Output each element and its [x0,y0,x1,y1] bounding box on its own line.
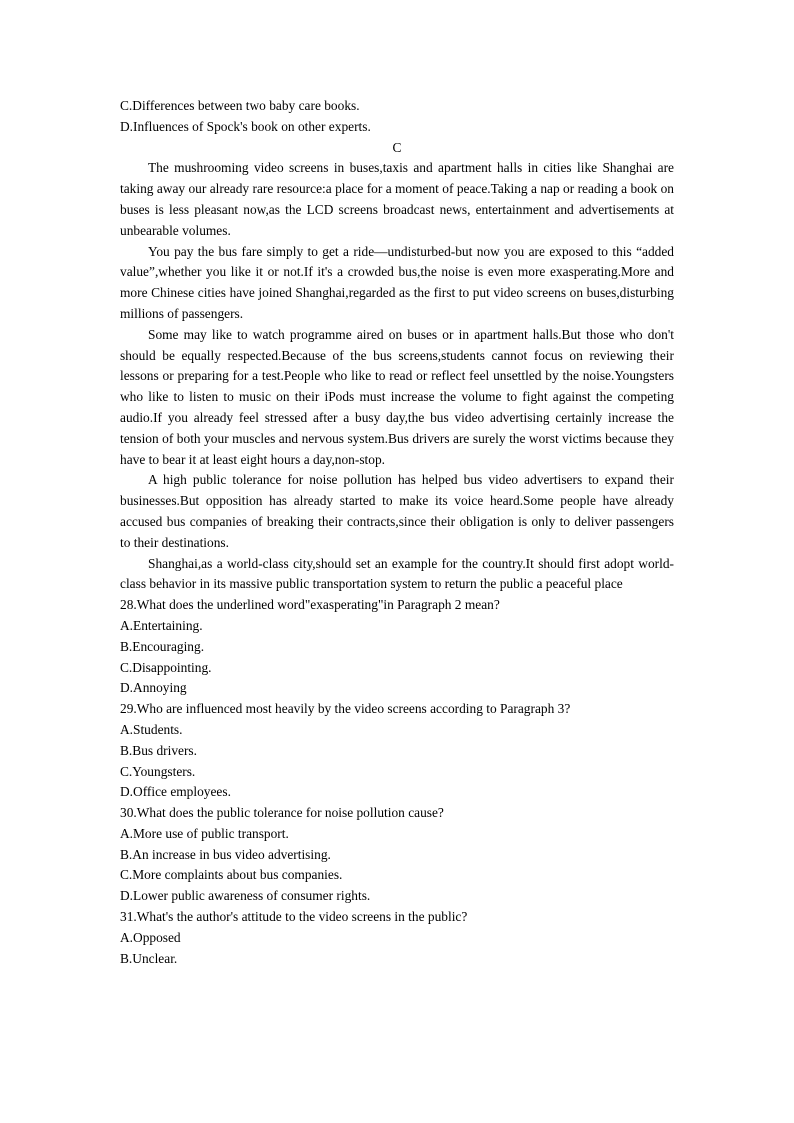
question-31 [120,907,674,969]
question-stem: 29.Who are influenced most heavily by the video screens according to Paragraph 3? [120,701,571,717]
option-a: A.Students. [120,721,183,737]
option-c: C.More complaints about bus companies. [120,867,343,883]
option-a: A.Opposed [120,929,181,945]
option-b: B.Encouraging. [120,638,205,654]
question-28 [120,595,674,699]
option-b: B.An increase in bus video advertising. [120,846,331,862]
question-30 [120,803,674,907]
option-d: D.Lower public awareness of consumer rights. [120,888,371,904]
question-stem: 28.What does the underlined word"exasperating"in Paragraph 2 mean? [120,597,500,613]
passage-paragraph-5: Shanghai,as a world-class city,should set an example for the country.It should first adopt world-class behavior in its massive public transportation system to return the public a peaceful place [120,555,674,592]
option-b: B.Bus drivers. [120,742,197,758]
option-d: D.Office employees. [120,784,231,800]
document-page [120,96,674,969]
passage-paragraph-1: The mushrooming video screens in buses,taxis and apartment halls in cities like Shanghai are taking away our already rare resource:a place for a moment of peace.Taking a nap or reading a book on buses is less pleasant now,as the LCD screens broadcast news, entertainment and advertisements at unbearable volumes. [120,160,674,238]
previous-option-d: D.Influences of Spock's book on other experts. [120,118,371,134]
option-d: D.Annoying [120,680,187,696]
section-heading: C [392,139,402,155]
passage-paragraph-4: A high public tolerance for noise pollution has helped bus video advertisers to expand their businesses.But opposition has already started to make its voice heard.Some people have already accused bus companies of breaking their contracts,since their obligation is only to deliver passengers to their destinations. [120,472,674,550]
question-29 [120,699,674,803]
passage-paragraph-3: Some may like to watch programme aired on buses or in apartment halls.But those who don't should be equally respected.Because of the bus screens,students cannot focus on reviewing their lessons or preparing for a test.People who like to read or reflect feel unsettled by the noise.Youngsters who like to listen to music on their iPods must increase the volume to fight against the competing audio.If you already feel stressed after a busy day,the bus video advertising certainly increase the tension of both your muscles and nervous system.Bus drivers are surely the worst victims because they have to bear it at least eight hours a day,non-stop. [120,326,674,467]
option-a: A.Entertaining. [120,617,203,633]
passage-paragraph-2: You pay the bus fare simply to get a ride—undisturbed-but now you are exposed to this “added value”,whether you like it or not.If it's a crowded bus,the noise is even more exasperating.More and more Chinese cities have joined Shanghai,regarded as the first to put video screens on buses,disturbing millions of passengers. [120,243,674,321]
option-c: C.Youngsters. [120,763,196,779]
previous-option-c: C.Differences between two baby care books. [120,98,360,113]
option-a: A.More use of public transport. [120,825,289,841]
option-c: C.Disappointing. [120,659,212,675]
option-b: B.Unclear. [120,950,178,966]
question-stem: 30.What does the public tolerance for noise pollution cause? [120,805,444,821]
question-stem: 31.What's the author's attitude to the video screens in the public? [120,909,468,925]
